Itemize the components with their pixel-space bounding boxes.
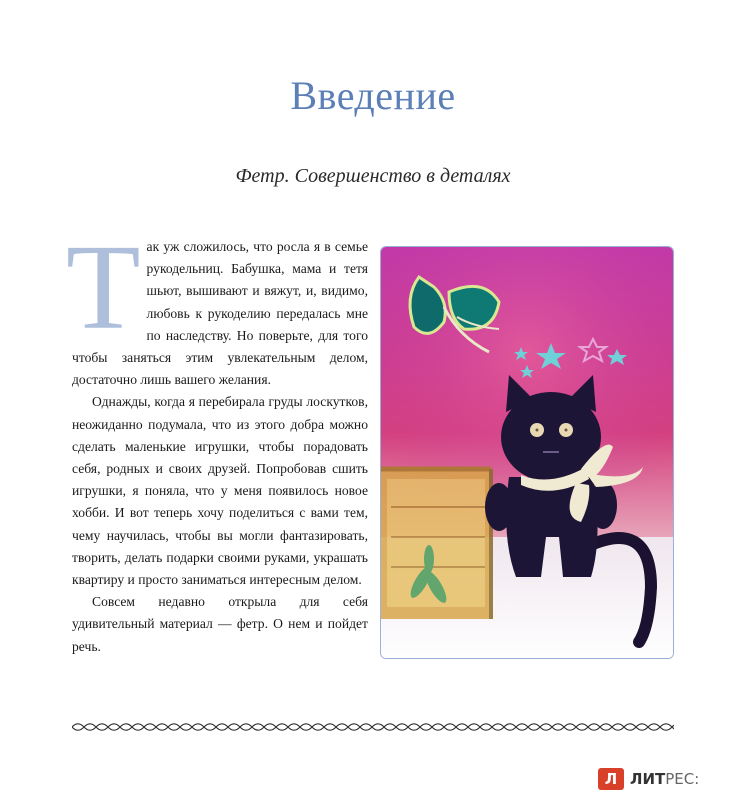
body-text	[66, 220, 368, 658]
paragraph-2: Однажды, когда я перебирала груды лоскутков, неожиданно подумала, что из этого добра можно сделать маленькие игрушки, чтобы порадовать себя, родных и своих друзей. Попробовав сшить игрушки, я поняла, что у меня появилось новое хобби. И вот теперь хочу поделиться с вами тем, чему научилась, чтобы вы могли фантазировать, творить, делать подарки своими руками, украшать квартиру и просто заниматься интересным делом.	[72, 394, 368, 588]
paragraph-1	[66, 220, 368, 391]
toy-cat-photo	[380, 246, 674, 659]
page-title: Введение	[290, 73, 456, 118]
litres-logo-text	[630, 768, 699, 790]
page-subtitle: Фетр. Совершенство в деталях	[235, 165, 511, 187]
paragraph-1-text: ак уж сложилось, что росла я в семье рукодельниц. Бабушка, мама и тетя шьют, вышивают и вяжут, и, видимо, любовь к рукоделию передалась мне по наследству. Но поверьте, для того чтобы заняться этим увлекательным делом, достаточно лишь вашего желания.	[72, 239, 368, 388]
photo-illustration	[381, 247, 674, 659]
logo-word-bold: ЛИТ	[630, 770, 666, 788]
paragraph-3: Совсем недавно открыла для себя удивительный материал — фетр. О нем и пойдет речь.	[72, 594, 368, 654]
logo-word-rest: РЕС:	[665, 770, 700, 788]
drop-cap: Т	[66, 220, 141, 355]
litres-logo-icon: Л	[598, 768, 624, 790]
basket	[381, 469, 491, 619]
ornamental-divider	[72, 720, 674, 734]
